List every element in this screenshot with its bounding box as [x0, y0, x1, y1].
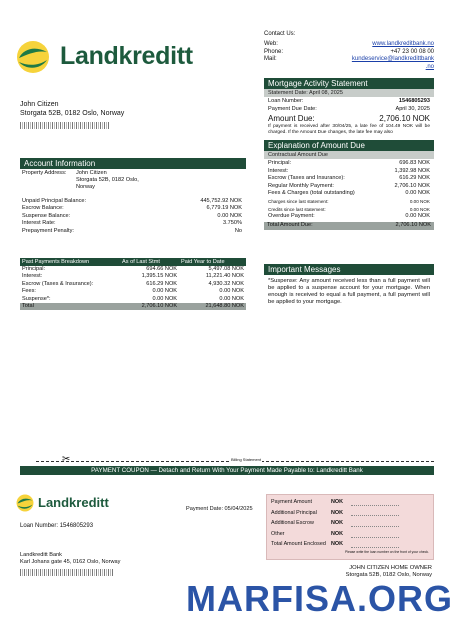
mail-link[interactable]: kundeservice@landkredittbank	[351, 56, 434, 63]
past-cell: Interest:	[22, 273, 43, 280]
past-row	[20, 281, 246, 288]
explanation-row-label: Regular Monthly Payment:	[268, 182, 334, 189]
account-row-label: Suspense Balance:	[22, 212, 71, 219]
coupon-form-label: Total Amount Enclosed	[271, 541, 326, 548]
web-label: Web:	[264, 41, 278, 48]
scissors-icon: ✂	[62, 454, 71, 465]
billing-mark: Billing Statement	[231, 457, 262, 462]
mail-link-tail[interactable]: .no	[425, 63, 434, 70]
account-row	[22, 198, 244, 206]
property-line: Norway	[76, 184, 95, 191]
statement-date: Statement Date: April 08, 2025	[264, 89, 434, 97]
explanation-row-value: 0.00 NOK	[405, 190, 430, 197]
coupon-form-currency: NOK	[331, 499, 343, 505]
coupon-form-field[interactable]	[351, 509, 399, 516]
bank-address	[20, 552, 120, 576]
explanation-row-value: 0.00 NOK	[405, 213, 430, 220]
past-row	[20, 296, 246, 303]
past-cell: 0.00 NOK	[152, 295, 178, 302]
explanation-row-label: Credits since last statement:	[268, 206, 326, 212]
coupon-form-row[interactable]	[271, 539, 429, 550]
coupon-form-currency: NOK	[331, 530, 343, 537]
explanation-subtitle: Contractual Amount Due	[264, 151, 434, 159]
bank-barcode	[20, 569, 114, 576]
loan-number-label: Loan Number:	[268, 98, 304, 104]
due-date-label: Payment Due Date:	[268, 105, 317, 112]
explanation-title: Explanation of Amount Due	[264, 140, 434, 151]
messages-title: Important Messages	[264, 264, 434, 275]
property-line: John Citizen	[76, 170, 107, 176]
past-header-row	[20, 258, 246, 266]
explanation-row	[268, 198, 430, 206]
coupon-form-field[interactable]	[351, 520, 399, 527]
past-header-cell: As of Last Stmt	[120, 258, 179, 266]
due-date-value: April 30, 2025	[395, 105, 430, 112]
account-title: Account Information	[20, 158, 246, 169]
explanation-row	[268, 190, 430, 198]
past-cell: 21,648.80 NOK	[179, 303, 246, 310]
property-label: Property Address:	[22, 170, 67, 176]
past-header-cell: Paid Year to Date	[179, 258, 246, 266]
bank-street: Karl Johans gate 45, 0162 Oslo, Norway	[20, 558, 121, 565]
coupon-form-field[interactable]	[351, 499, 399, 506]
coupon-form-label: Payment Amount	[271, 499, 313, 505]
account-row	[22, 205, 244, 213]
coupon-form-row[interactable]	[271, 518, 429, 529]
coupon-form-label: Additional Escrow	[271, 520, 314, 527]
past-cell: Principal:	[22, 266, 46, 272]
past-cell: 616.29 NOK	[146, 280, 178, 287]
coupon-form-label: Additional Principal	[271, 509, 317, 516]
explanation-row-label: Charges since last statement:	[268, 198, 329, 204]
coupon-form-field[interactable]	[351, 531, 399, 538]
explanation-row	[268, 183, 430, 191]
explanation-row-label: Escrow (Taxes and Insurance):	[268, 175, 345, 182]
coupon-form	[266, 494, 434, 560]
past-cell: Total	[20, 303, 120, 310]
past-cell: 5,497.08 NOK	[208, 266, 244, 272]
past-cell: Escrow (Taxes & Insurance):	[22, 280, 94, 287]
explanation-row-label: Overdue Payment:	[268, 213, 315, 220]
past-row	[20, 266, 246, 273]
past-row	[20, 273, 246, 280]
total-due-value: 2,706.10 NOK	[395, 221, 431, 228]
amount-due-value: 2,706.10 NOK	[379, 114, 430, 124]
coupon-form-row[interactable]	[271, 497, 429, 508]
past-header-cell: Past Payments Breakdown	[20, 258, 120, 266]
account-row-label: Escrow Balance:	[22, 205, 64, 212]
coupon-banner: PAYMENT COUPON — Detach and Return With Your Payment Made Payable to: Landkreditt Bank	[20, 466, 434, 475]
account-row-value: 0.00 NOK	[217, 212, 242, 219]
contact-block	[264, 31, 434, 71]
landkreditt-leaf-icon	[16, 494, 34, 512]
explanation-box	[264, 140, 434, 230]
brand-logo	[16, 38, 216, 78]
explanation-row-value: 616.29 NOK	[399, 175, 430, 182]
past-row	[20, 288, 246, 295]
account-row	[22, 228, 244, 236]
coupon-form-currency: NOK	[331, 520, 343, 527]
explanation-row	[268, 206, 430, 214]
past-cell: 0.00 NOK	[219, 295, 244, 302]
account-box	[20, 158, 246, 237]
customer-address	[20, 100, 124, 129]
coupon-payment-date: Payment Date: 05/04/2025	[186, 506, 253, 512]
watermark: MARFISA.ORG	[186, 578, 453, 619]
bank-name: Landkreditt Bank	[20, 552, 62, 558]
explanation-row	[268, 175, 430, 183]
account-row-label: Interest Rate:	[22, 220, 56, 227]
amount-due-label: Amount Due:	[268, 114, 315, 124]
statement-title: Mortgage Activity Statement	[264, 78, 434, 89]
landkreditt-leaf-icon	[16, 40, 50, 74]
web-link[interactable]: www.landkreditbank.no	[372, 41, 434, 48]
coupon-loan-number: Loan Number: 1546805293	[20, 523, 94, 529]
phone-value: +47 23 00 08 00	[390, 48, 434, 55]
late-fee-note: If payment is received after 30/04/25, a late fee of 104.49 NOK will be charged. If the Amount Due changes, the late fee may also	[268, 124, 430, 135]
coupon-form-currency: NOK	[331, 509, 343, 516]
explanation-row-value: 0.00 NOK	[409, 206, 430, 212]
explanation-row-value: 1,392.98 NOK	[394, 167, 430, 174]
past-cell: 2,706.10 NOK	[120, 303, 179, 310]
coupon-form-field[interactable]	[351, 541, 399, 548]
past-cell: 11,221.40 NOK	[205, 273, 244, 280]
past-cell: 1,395.15 NOK	[141, 273, 178, 280]
account-row-value: No	[234, 227, 242, 234]
messages-body: *Suspense: Any amount received less than a full payment will be applied to a suspense account for your mortgage. When enough is received to equal a full payment, a full payment will be applied to your mortgage.	[268, 278, 430, 305]
explanation-row	[268, 213, 430, 221]
past-cell: Suspense*:	[22, 295, 51, 302]
explanation-row	[268, 168, 430, 176]
messages-box	[264, 264, 434, 309]
explanation-row-label: Principal:	[268, 160, 292, 166]
coupon-form-label: Other	[271, 530, 285, 537]
statement-box	[264, 78, 434, 136]
past-payments-table	[20, 258, 246, 310]
coupon-form-row[interactable]	[271, 529, 429, 540]
coupon-brand-name: Landkreditt	[38, 495, 109, 510]
explanation-row	[268, 160, 430, 168]
account-row	[22, 220, 244, 228]
owner-street: Storgata 52B, 0182 Oslo, Norway	[345, 572, 432, 578]
account-row-value: 3.750%	[223, 220, 242, 227]
mail-label: Mail:	[264, 56, 277, 63]
coupon-logo	[16, 494, 136, 514]
account-row	[22, 213, 244, 221]
coupon-form-currency: NOK	[331, 541, 343, 548]
past-cell: 0.00 NOK	[219, 288, 244, 295]
loan-number-value: 1546805293	[398, 98, 430, 104]
past-cell: 0.00 NOK	[152, 288, 178, 295]
explanation-row-value: 0.00 NOK	[409, 198, 430, 204]
customer-name: John Citizen	[20, 101, 59, 108]
account-row-value: 6,779.19 NOK	[206, 205, 242, 212]
property-line: Storgata 52B, 0182 Oslo,	[76, 177, 139, 184]
account-row-label: Unpaid Principal Balance:	[22, 197, 87, 204]
explanation-row-value: 2,706.10 NOK	[394, 182, 430, 189]
past-row	[20, 303, 246, 310]
form-note: Please write the loan number on the front of your check.	[344, 549, 429, 554]
owner-address	[300, 565, 432, 579]
customer-street: Storgata 52B, 0182 Oslo, Norway	[20, 110, 125, 117]
past-cell: Fees:	[22, 288, 36, 295]
owner-name: JOHN CITIZEN HOME OWNER	[349, 565, 432, 571]
total-due-label: Total Amount Due:	[267, 221, 313, 228]
explanation-row-label: Interest:	[268, 167, 289, 174]
past-cell: 694.66 NOK	[146, 266, 178, 272]
account-row-label: Prepayment Penalty:	[22, 227, 74, 234]
coupon-form-row[interactable]	[271, 508, 429, 519]
explanation-row-label: Fees & Charges (total outstanding)	[268, 190, 355, 197]
explanation-row-value: 696.83 NOK	[399, 160, 430, 166]
brand-name: Landkreditt	[60, 42, 193, 70]
phone-label: Phone:	[264, 48, 284, 55]
past-cell: 4,930.32 NOK	[208, 280, 244, 287]
postal-barcode	[20, 122, 110, 129]
contact-title: Contact Us:	[264, 31, 296, 37]
account-row-value: 445,752.92 NOK	[200, 197, 242, 204]
